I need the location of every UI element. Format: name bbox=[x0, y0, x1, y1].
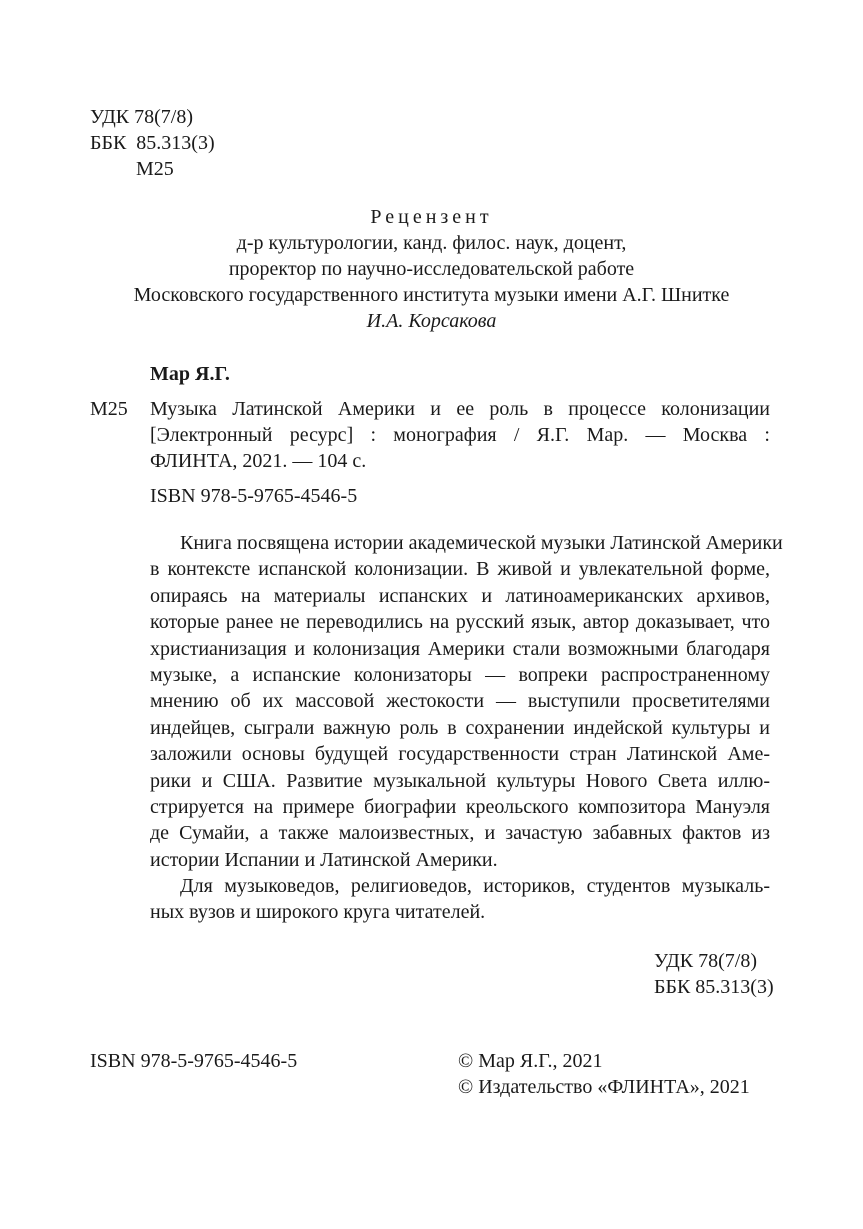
annotation-line: индейцев, сыграли важную роль в сохранении индейской культуры и bbox=[150, 716, 770, 739]
footer-isbn: ISBN 978-5-9765-4546-5 bbox=[90, 1050, 298, 1072]
record-isbn: ISBN 978-5-9765-4546-5 bbox=[150, 485, 358, 507]
reviewer-heading: Рецензент bbox=[370, 206, 493, 228]
record-title-line-2: [Электронный ресурс] : монография / Я.Г. Мар. — Москва : bbox=[150, 424, 770, 446]
record-author: Мар Я.Г. bbox=[150, 363, 230, 385]
annotation-line: в контексте испанской колонизации. В живой и увлекательной форме, bbox=[150, 558, 770, 581]
annotation-line: стрируется на примере биографии креольского композитора Мануэля bbox=[150, 795, 770, 818]
classification-bbk: ББК 85.313(3) bbox=[654, 976, 774, 998]
header-bbk: ББК 85.313(3) bbox=[90, 132, 215, 154]
annotation-line: опираясь на материалы испанских и латиноамериканских архивов, bbox=[150, 584, 770, 607]
reviewer-line-2: проректор по научно-исследовательской работе bbox=[228, 258, 635, 280]
annotation-line: христианизация и колонизация Америки стали возможными благодаря bbox=[150, 637, 770, 660]
annotation-line: рики и США. Развитие музыкальной культуры Нового Света иллю- bbox=[150, 769, 770, 792]
annotation bbox=[150, 530, 783, 926]
annotation-line: де Сумайи, а также малоизвестных, и зачастую забавных фактов из bbox=[150, 822, 770, 845]
reviewer-line-1: д-р культурологии, канд. филос. наук, доцент, bbox=[236, 232, 627, 254]
annotation-line: мнению об их массовой жестокости — выступили просветителями bbox=[150, 690, 770, 713]
annotation-line: которые ранее не переводились на русский язык, автор доказывает, что bbox=[150, 611, 770, 634]
copyright-publisher: © Издательство «ФЛИНТА», 2021 bbox=[458, 1076, 750, 1098]
annotation-line: заложили основы будущей государственности стран Латинской Аме- bbox=[150, 743, 770, 766]
header-author-mark: М25 bbox=[136, 158, 174, 180]
reviewer-name: И.А. Корсакова bbox=[366, 310, 497, 332]
annotation-line: истории Испании и Латинской Америки. bbox=[150, 848, 498, 871]
annotation-line: ных вузов и широкого круга читателей. bbox=[150, 901, 486, 924]
copyright-author: © Мар Я.Г., 2021 bbox=[458, 1050, 603, 1072]
record-title-line-3: ФЛИНТА, 2021. — 104 с. bbox=[150, 450, 367, 472]
record-title-line-1: Музыка Латинской Америки и ее роль в процессе колонизации bbox=[150, 398, 770, 420]
annotation-line: Для музыковедов, религиоведов, историков, студентов музыкаль- bbox=[180, 875, 770, 898]
classification-udk: УДК 78(7/8) bbox=[654, 950, 757, 972]
header-udk: УДК 78(7/8) bbox=[90, 106, 193, 128]
annotation-line: Книга посвящена истории академической музыки Латинской Америки bbox=[180, 532, 783, 554]
reviewer-line-3: Московского государственного института музыки имени А.Г. Шнитке bbox=[133, 284, 730, 306]
record-mark: М25 bbox=[90, 398, 128, 420]
annotation-line: музыке, а испанские колонизаторы — вопреки распространенному bbox=[150, 663, 770, 686]
